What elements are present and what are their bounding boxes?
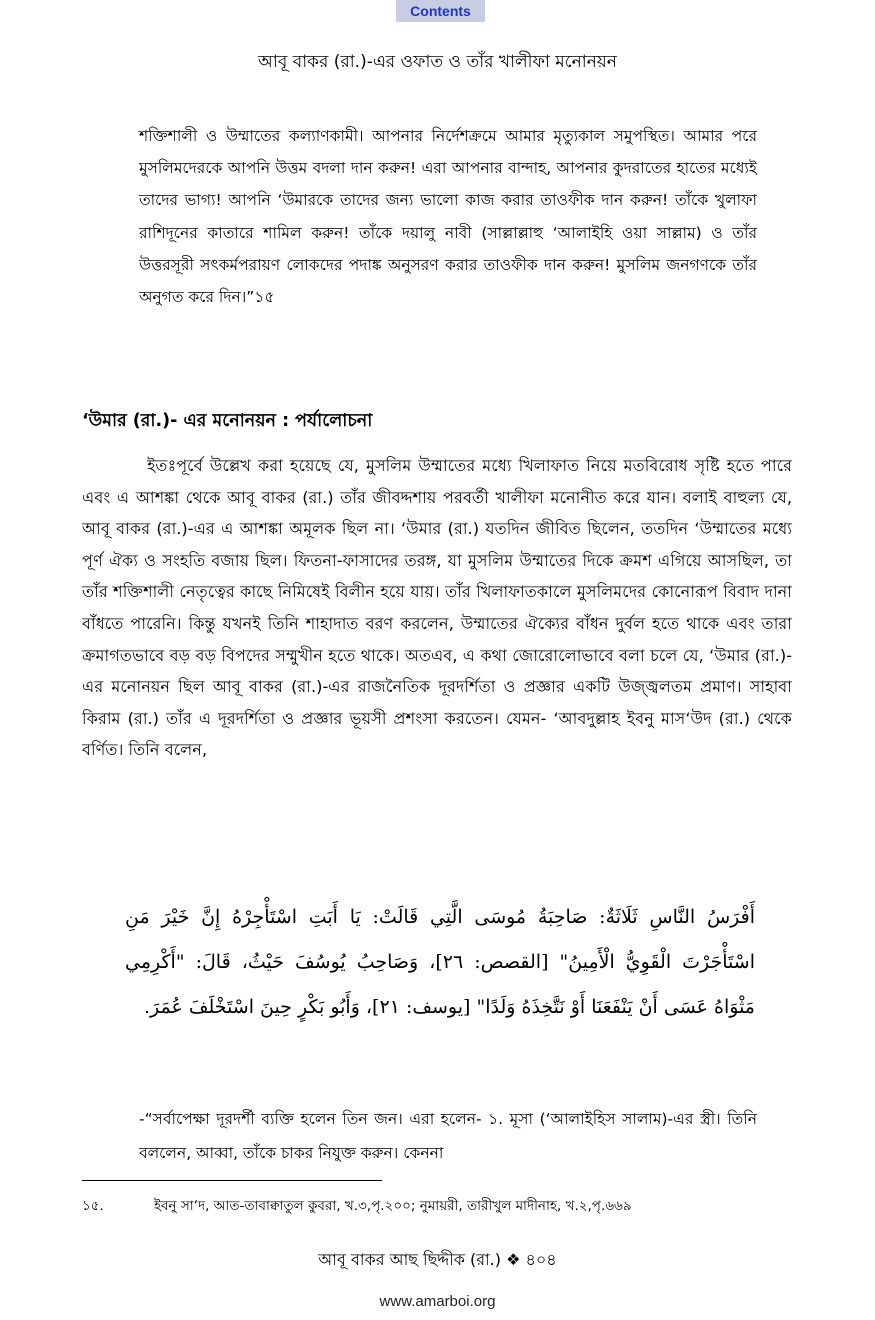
arabic-quotation: أَفْرَسُ النَّاسِ ثَلَاثَةٌ: صَاحِبَةُ مُوسَى الَّتِي قَالَتْ: يَا أَبَتِ اسْتَأْجِرْهُ إِنَّ خَيْرَ مَنِ اسْتَأْجَرْتَ الْقَوِيُّ الْأَمِينُ" [القصص: ٢٦]، وَصَاحِبُ يُوسُفَ حَيْثُ، قَالَ: "أَكْرِمِي مَثْوَاهُ عَسَى أَنْ يَنْفَعَنَا أَوْ نَتَّخِذَهُ وَلَدًا" [يوسف: ٢١]، وَأَبُو بَكْرٍ حِينَ اسْتَخْلَفَ عُمَرَ. [125, 906, 755, 1018]
running-header: আবূ বাকর (রা.)-এর ওফাত ও তাঁর খালীফা মনোনয়ন [258, 52, 617, 72]
contents-button[interactable]: Contents [396, 0, 485, 22]
footnote-number: ১৫. [82, 1198, 104, 1214]
footnote-divider [82, 1180, 382, 1181]
body-text [82, 450, 792, 766]
quoted-prayer: শক্তিশালী ও উম্মাতের কল্যাণকামী। আপনার নির্দেশক্রমে আমার মৃত্যুকাল সমুপস্থিত। আমার পরে মুসলিমদেরকে আপনি উত্তম বদলা দান করুন! এরা আপনার বান্দাহ, আপনার কুদরাতের হাতের মধ্যেই তাদের ভাগ্য! আপনি ‘উমারকে তাদের জন্য ভালো কাজ করার তাওফীক দান করুন! তাঁকে খুলাফা রাশিদূনের কাতারে শামিল করুন! তাঁকে দয়ালু নাবী (সাল্লাল্লাহু ‘আলাইহি ওয়া সাল্লাম) ও তাঁর উত্তরসূরী সৎকর্মপরায়ণ লোকদের পদাঙ্ক অনুসরণ করার তাওফীক দান করুন! মুসলিম জনগণকে তাঁর অনুগত করে দিন।”১৫ [139, 127, 757, 307]
page-footer: আবূ বাকর আছ ছিদ্দীক (রা.) ❖ ৪০৪ [318, 1250, 557, 1269]
body-paragraph: ইতঃপূর্বে উল্লেখ করা হয়েছে যে, মুসলিম উম্মাতের মধ্যে খিলাফাত নিয়ে মতবিরোধ সৃষ্টি হতে পারে এবং এ আশঙ্কা থেকে আবূ বাকর (রা.) তাঁর জীবদ্দশায় পরবর্তী খালীফা মনোনীত করে যান। বলাই বাহুল্য যে, আবূ বাকর (রা.)-এর এ আশঙ্কা অমূলক ছিল না। ‘উমার (রা.) যতদিন জীবিত ছিলেন, ততদিন ‘উম্মাতের মধ্যে পূর্ণ ঐক্য ও সংহতি বজায় ছিল। ফিতনা-ফাসাদের তরঙ্গ, যা মুসলিম উম্মাতের দিকে ক্রমশ এগিয়ে আসছিল, তা তাঁর শক্তিশালী নেতৃত্বের কাছে নিমিষেই বিলীন হয়ে যায়। তাঁর খিলাফাতকালে মুসলিমদের কোনোরূপ বিবাদ দানা বাঁধতে পারেনি। কিন্তু যখনই তিনি শাহাদাত বরণ করলেন, উম্মাতের ঐক্যের বাঁধন দুর্বল হতে থাকে এবং তারা ক্রমাগতভাবে বড় বড় বিপদের সম্মুখীন হতে থাকে। অতএব, এ কথা জোরোলোভাবে বলা চলে যে, ‘উমার (রা.)-এর মনোনয়ন ছিল আবূ বাকর (রা.)-এর রাজনৈতিক দূরদর্শিতা ও প্রজ্ঞার একটি উজ্জ্বলতম প্রমাণ। সাহাবা কিরাম (রা.) তাঁর এ দূরদর্শিতা ও প্রজ্ঞার ভূয়সী প্রশংসা করতেন। যেমন- ‘আবদুল্লাহ ইবনু মাস‘উদ (রা.) থেকে বর্ণিত। তিনি বলেন, [82, 456, 792, 760]
website-link[interactable]: www.amarboi.org [379, 1293, 496, 1310]
translation-text: -“সর্বাপেক্ষা দূরদর্শী ব্যক্তি হলেন তিন জন। এরা হলেন- ১. মূসা (‘আলাইহিস সালাম)-এর স্ত্রী। তিনি বললেন, আব্বা, তাঁকে চাকর নিযুক্ত করুন। কেননা [139, 1110, 757, 1162]
section-heading: ‘উমার (রা.)- এর মনোনয়ন : পর্যালোচনা [82, 411, 373, 431]
footnote-text: ইবনু সা‘দ, আত-তাবাক্বাতুল কুবরা, খ.৩,পৃ.২০০; নুমায়রী, তারীখুল মাদীনাহ, খ.২,পৃ.৬৬৯ [154, 1198, 632, 1214]
